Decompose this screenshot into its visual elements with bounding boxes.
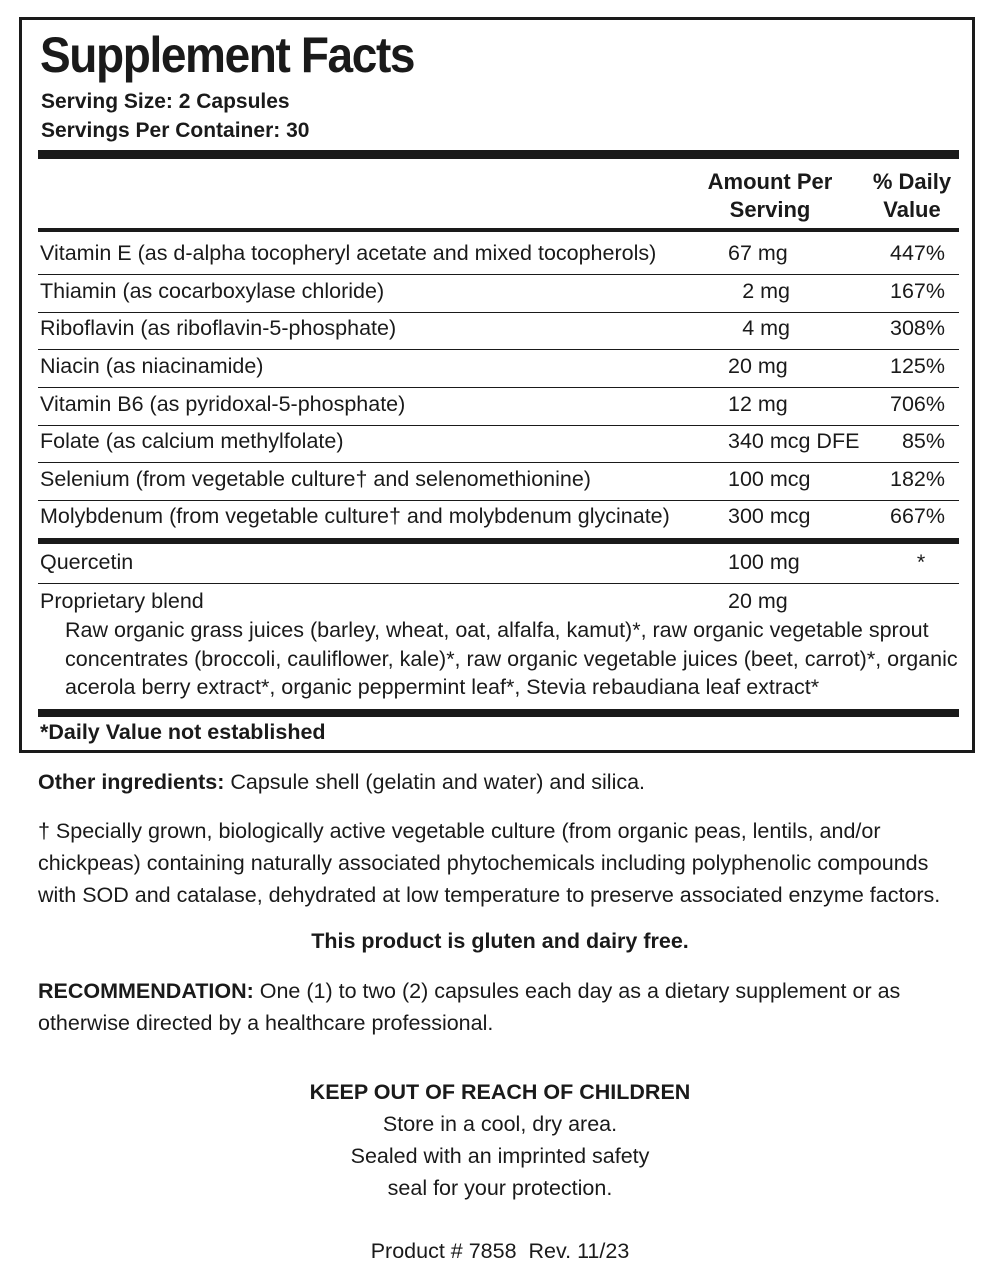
blend-description: Raw organic grass juices (barley, wheat, oat, alfalfa, kamut)*, raw organic vegetable sprout concentrates (broccoli, cauliflower, kale)*, raw organic vegetable juices (beet, carrot)*, organic acerola berry extract*, organic peppermint leaf*, Stevia rebaudiana leaf extract* (65, 618, 958, 699)
recommendation-text: One (1) to two (2) capsules each day as a dietary supplement or as otherwise directed by a healthcare professional. (38, 979, 901, 1035)
nutrient-row: Riboflavin (as riboflavin-5-phosphate) 4 mg 308% (38, 311, 959, 350)
nutrient-row: Folate (as calcium methylfolate) 340 mcg DFE 85% (38, 424, 959, 463)
panel-title: Supplement Facts (40, 27, 415, 83)
daily-value-header: % Daily Value (872, 169, 952, 222)
other-nutrient-row: Quercetin 100 mg * (38, 545, 959, 584)
child-warning: KEEP OUT OF REACH OF CHILDREN (309, 1080, 691, 1104)
header-divider (38, 150, 959, 159)
other-ingredients-text: Capsule shell (gelatin and water) and silica. (224, 770, 646, 794)
serving-size: Serving Size: 2 Capsules (41, 90, 290, 113)
nutrient-row: Vitamin B6 (as pyridoxal-5-phosphate) 12 mg 706% (38, 387, 959, 426)
column-header-rule (38, 228, 959, 232)
daily-value-footnote: *Daily Value not established (40, 720, 326, 744)
footer-divider (38, 709, 959, 717)
storage-line: Store in a cool, dry area. (382, 1112, 618, 1136)
recommendation (38, 975, 968, 1039)
supplement-facts-panel (19, 17, 975, 753)
section-divider (38, 538, 959, 544)
nutrient-row: Molybdenum (from vegetable culture† and molybdenum glycinate) 300 mcg 667% (40, 504, 945, 528)
nutrient-row: Thiamin (as cocarboxylase chloride) 2 mg 167% (38, 274, 959, 313)
amount-per-serving-header: Amount Per Serving (707, 169, 833, 222)
gluten-statement: This product is gluten and dairy free. (311, 929, 689, 953)
other-ingredients (38, 766, 968, 798)
nutrient-row: Selenium (from vegetable culture† and selenomethionine) 100 mcg 182% (38, 462, 959, 501)
other-ingredients-label: Other ingredients: (38, 770, 225, 794)
proprietary-blend-row: Proprietary blend 20 mg (40, 589, 788, 613)
storage-line: seal for your protection. (387, 1176, 613, 1200)
nutrient-row: Niacin (as niacinamide) 20 mg 125% (38, 349, 959, 388)
storage-line: Sealed with an imprinted safety (350, 1144, 650, 1168)
recommendation-label: RECOMMENDATION: (38, 979, 254, 1003)
product-info: Product # 7858 Rev. 11/23 (370, 1239, 630, 1263)
dagger-note: † Specially grown, biologically active vegetable culture (from organic peas, lentils, and/or chickpeas) containing naturally associated phytochemicals including polyphenolic compounds with SOD and catalase, dehydrated at low temperature to preserve associated enzyme factors. (38, 819, 941, 907)
servings-per-container: Servings Per Container: 30 (41, 119, 310, 142)
nutrient-row: Vitamin E (as d-alpha tocopheryl acetate and mixed tocopherols) 67 mg 447% (38, 236, 959, 275)
